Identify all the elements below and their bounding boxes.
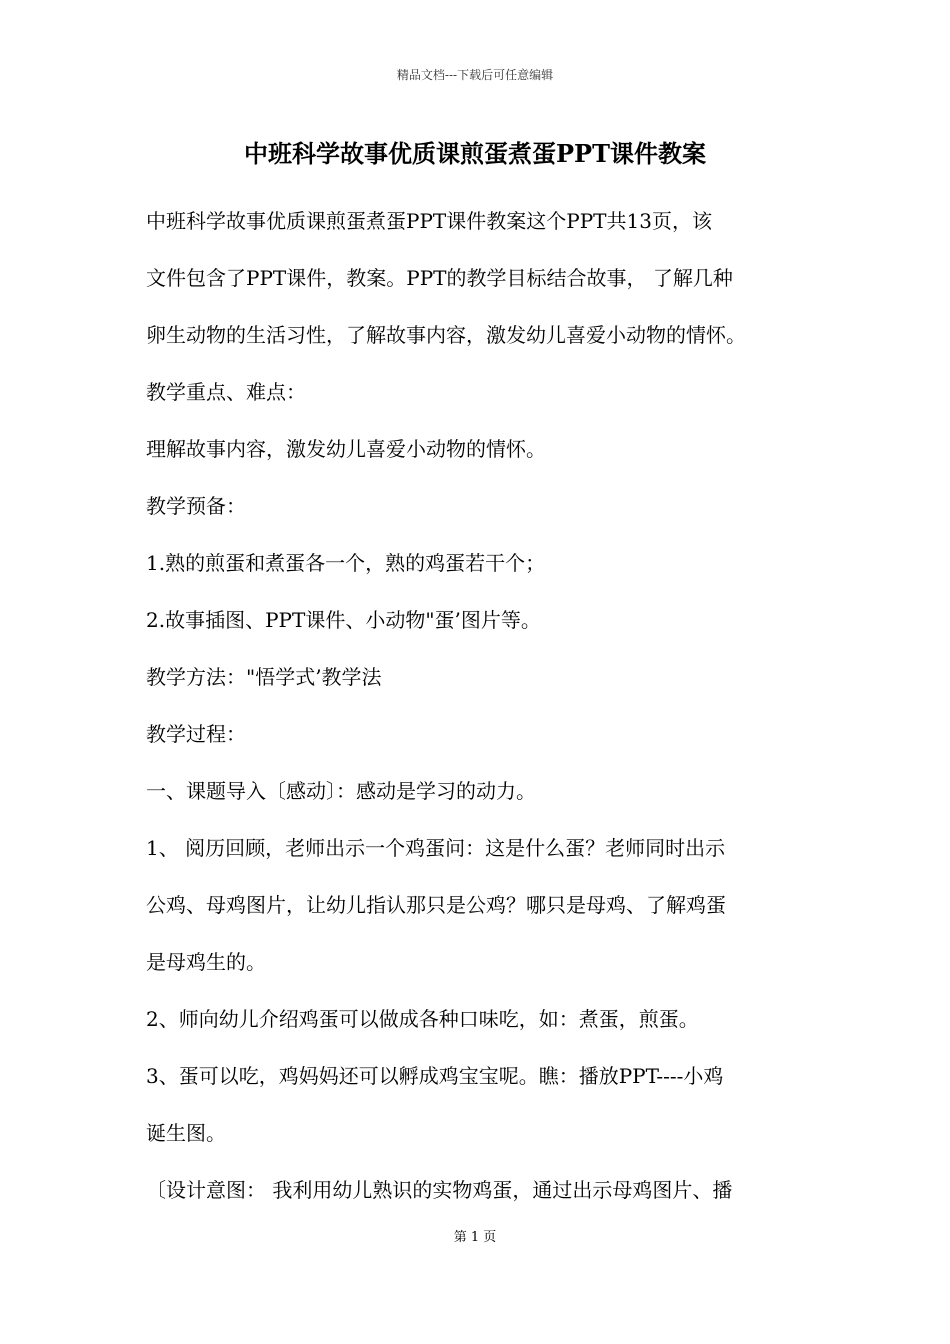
body-line: 3、蛋可以吃，鸡妈妈还可以孵成鸡宝宝呢。瞧：播放PPT----小鸡 <box>146 1064 724 1088</box>
body-line: 是母鸡生的。 <box>146 950 266 974</box>
body-line: 2、师向幼儿介绍鸡蛋可以做成各种口味吃，如：煮蛋，煎蛋。 <box>146 1007 699 1031</box>
page-header: 精品文档---下载后可任意编辑 <box>396 68 554 82</box>
body-line: 一、课题导入〔感动〕：感动是学习的动力。 <box>146 779 536 803</box>
body-line: 文件包含了PPT课件，教案。PPT的教学目标结合故事， 了解几种 <box>146 266 733 290</box>
body-line: 理解故事内容，激发幼儿喜爱小动物的情怀。 <box>146 437 546 461</box>
body-line: 中班科学故事优质课煎蛋煮蛋PPT课件教案这个PPT共13页，该 <box>146 209 712 233</box>
body-line: 1、 阅历回顾，老师出示一个鸡蛋问：这是什么蛋？老师同时出示 <box>146 836 726 860</box>
body-line: 1.熟的煎蛋和煮蛋各一个，熟的鸡蛋若干个； <box>146 551 546 575</box>
body-line: 2.故事插图、PPT课件、小动物"蛋’图片等。 <box>146 608 541 632</box>
body-line: 〔设计意图： 我利用幼儿熟识的实物鸡蛋，通过出示母鸡图片、播 <box>146 1178 733 1202</box>
body-line: 教学过程： <box>146 722 246 746</box>
body-line: 卵生动物的生活习性，了解故事内容，激发幼儿喜爱小动物的情怀。 <box>146 323 746 347</box>
body-line: 教学预备： <box>146 494 246 518</box>
document-title: 中班科学故事优质课煎蛋煮蛋PPT课件教案 <box>244 139 706 168</box>
page-number: 第 1 页 <box>453 1230 497 1245</box>
body-line: 公鸡、母鸡图片，让幼儿指认那只是公鸡？哪只是母鸡、了解鸡蛋 <box>146 893 726 917</box>
body-line: 诞生图。 <box>146 1121 226 1145</box>
body-line: 教学方法："悟学式’教学法 <box>146 665 382 689</box>
body-line: 教学重点、难点： <box>146 380 306 404</box>
